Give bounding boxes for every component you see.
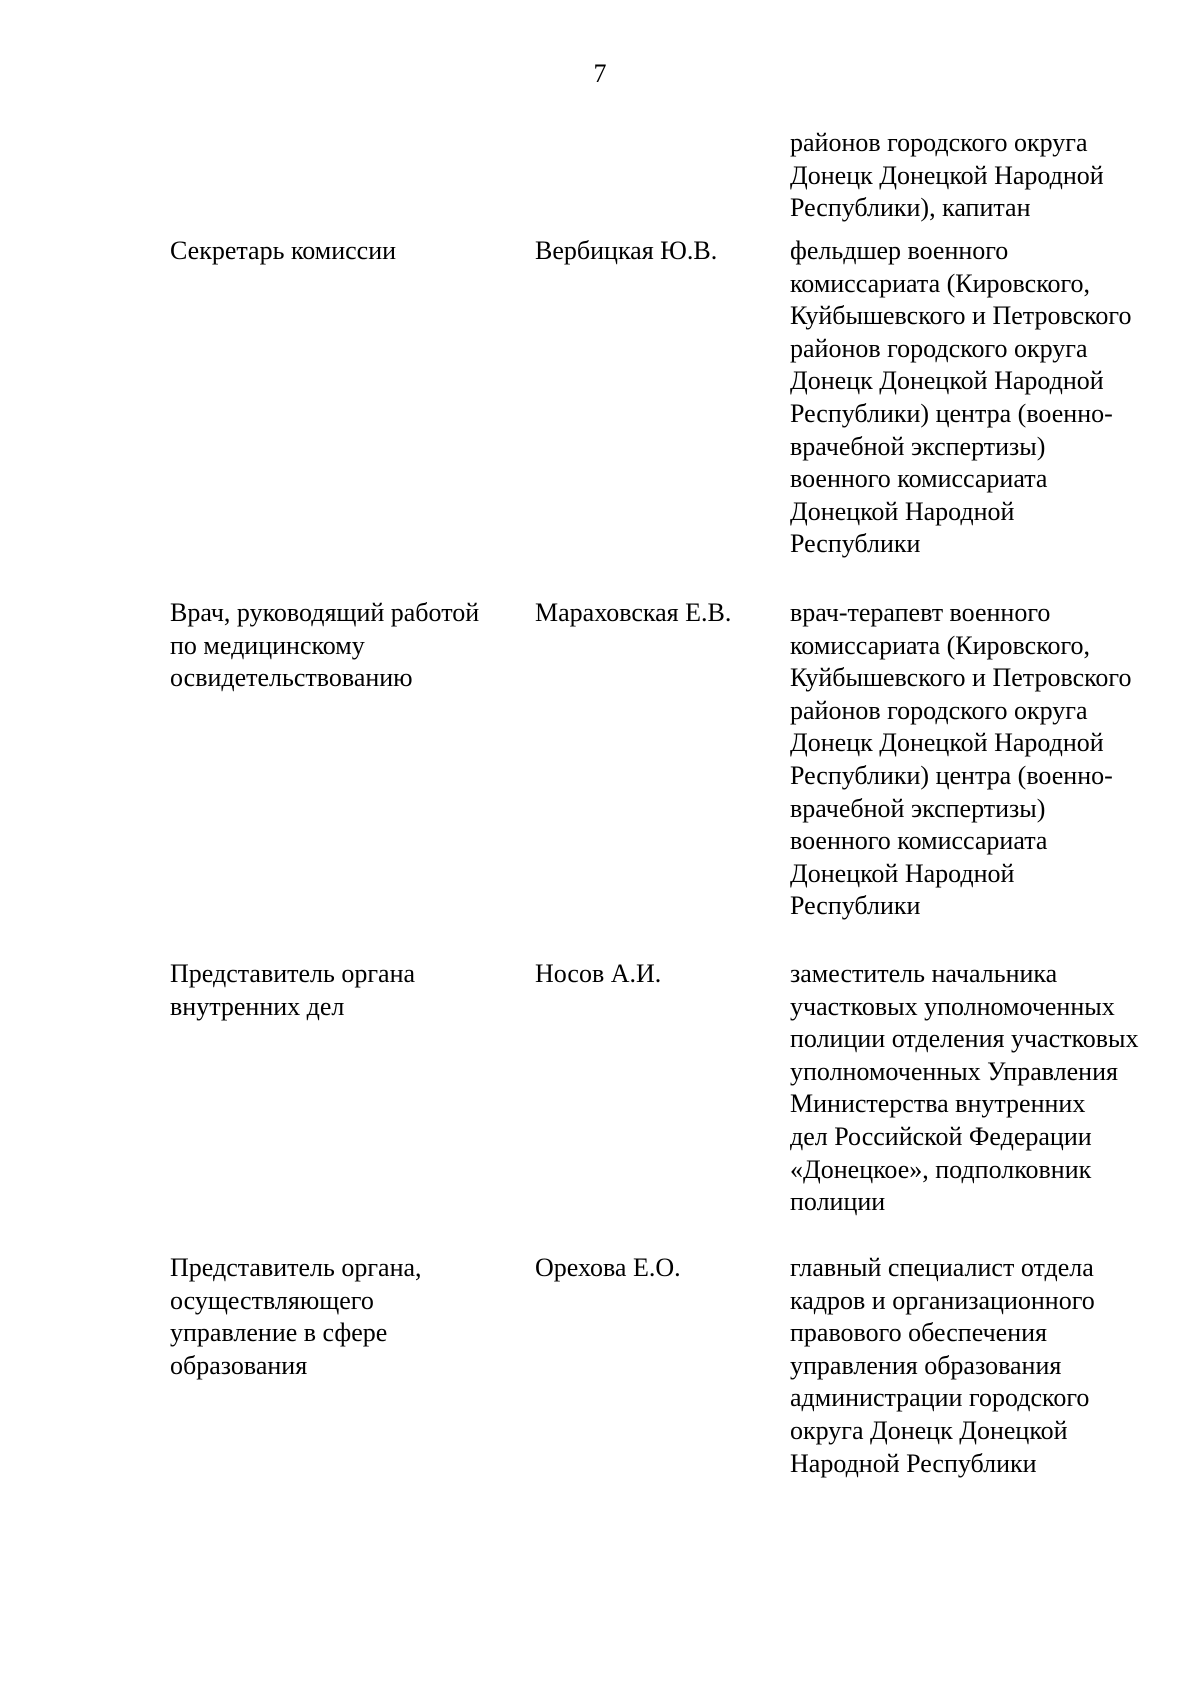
text-line: дел Российской Федерации [790, 1121, 1092, 1151]
text-line: военного комиссариата [790, 464, 1048, 494]
text-line: Донецкой Народной [790, 858, 1015, 888]
member-position [790, 958, 1190, 1219]
member-name: Орехова Е.О. [535, 1253, 681, 1282]
text-line: заместитель начальника [790, 959, 1058, 988]
text-line: администрации городского [790, 1383, 1090, 1413]
text-line: осуществляющего [170, 1285, 374, 1315]
member-position [790, 597, 1190, 923]
member-name: Вербицкая Ю.В. [535, 236, 718, 265]
text-line: районов городского округа [790, 128, 1088, 157]
text-line: Представитель органа, [170, 1253, 422, 1282]
text-line: образования [170, 1350, 308, 1380]
text-line: кадров и организационного [790, 1285, 1095, 1315]
text-line: освидетельствованию [170, 663, 413, 693]
member-position [790, 1252, 1190, 1480]
text-line: правового обеспечения [790, 1318, 1047, 1348]
text-line: Куйбышевского и Петровского [790, 663, 1132, 693]
text-line: участковых уполномоченных [790, 991, 1115, 1021]
text-line: Республики) центра (военно- [790, 760, 1113, 790]
text-line: управление в сфере [170, 1318, 388, 1348]
text-line: Донецк Донецкой Народной [790, 160, 1104, 190]
text-line: районов городского округа [790, 695, 1088, 725]
text-line: районов городского округа [790, 333, 1088, 363]
text-line: Врач, руководящий работой [170, 598, 480, 627]
text-line: Донецк Донецкой Народной [790, 366, 1104, 396]
text-line: главный специалист отдела [790, 1253, 1094, 1282]
continued-position-text [790, 127, 1190, 225]
text-line: уполномоченных Управления [790, 1056, 1118, 1086]
text-line: Представитель органа [170, 959, 416, 988]
page-number: 7 [593, 59, 607, 88]
member-name: Мараховская Е.В. [535, 598, 732, 627]
member-position [790, 235, 1190, 561]
text-line: Республики [790, 529, 921, 559]
member-role [170, 235, 530, 268]
text-line: полиции [790, 1187, 886, 1217]
text-line: Республики [790, 891, 921, 921]
text-line: округа Донецк Донецкой [790, 1415, 1068, 1445]
text-line: врачебной экспертизы) [790, 793, 1046, 823]
text-line: фельдшер военного [790, 236, 1009, 265]
text-line: военного комиссариата [790, 826, 1048, 856]
text-line: Республики), капитан [790, 193, 1031, 223]
text-line: Секретарь комиссии [170, 236, 397, 265]
text-line: врач-терапевт военного [790, 598, 1051, 627]
member-role [170, 597, 530, 695]
text-line: врачебной экспертизы) [790, 431, 1046, 461]
member-role [170, 1252, 530, 1382]
member-role [170, 958, 530, 1023]
text-line: управления образования [790, 1350, 1062, 1380]
text-line: по медицинскому [170, 630, 365, 660]
text-line: Донецк Донецкой Народной [790, 728, 1104, 758]
text-line: комиссариата (Кировского, [790, 630, 1091, 660]
text-line: Куйбышевского и Петровского [790, 301, 1132, 331]
text-line: комиссариата (Кировского, [790, 268, 1091, 298]
member-name: Носов А.И. [535, 959, 662, 988]
text-line: Народной Республики [790, 1448, 1037, 1478]
text-line: «Донецкое», подполковник [790, 1154, 1092, 1184]
text-line: полиции отделения участковых [790, 1024, 1139, 1054]
text-line: Республики) центра (военно- [790, 398, 1113, 428]
text-line: Министерства внутренних [790, 1089, 1086, 1119]
text-line: внутренних дел [170, 991, 345, 1021]
text-line: Донецкой Народной [790, 496, 1015, 526]
